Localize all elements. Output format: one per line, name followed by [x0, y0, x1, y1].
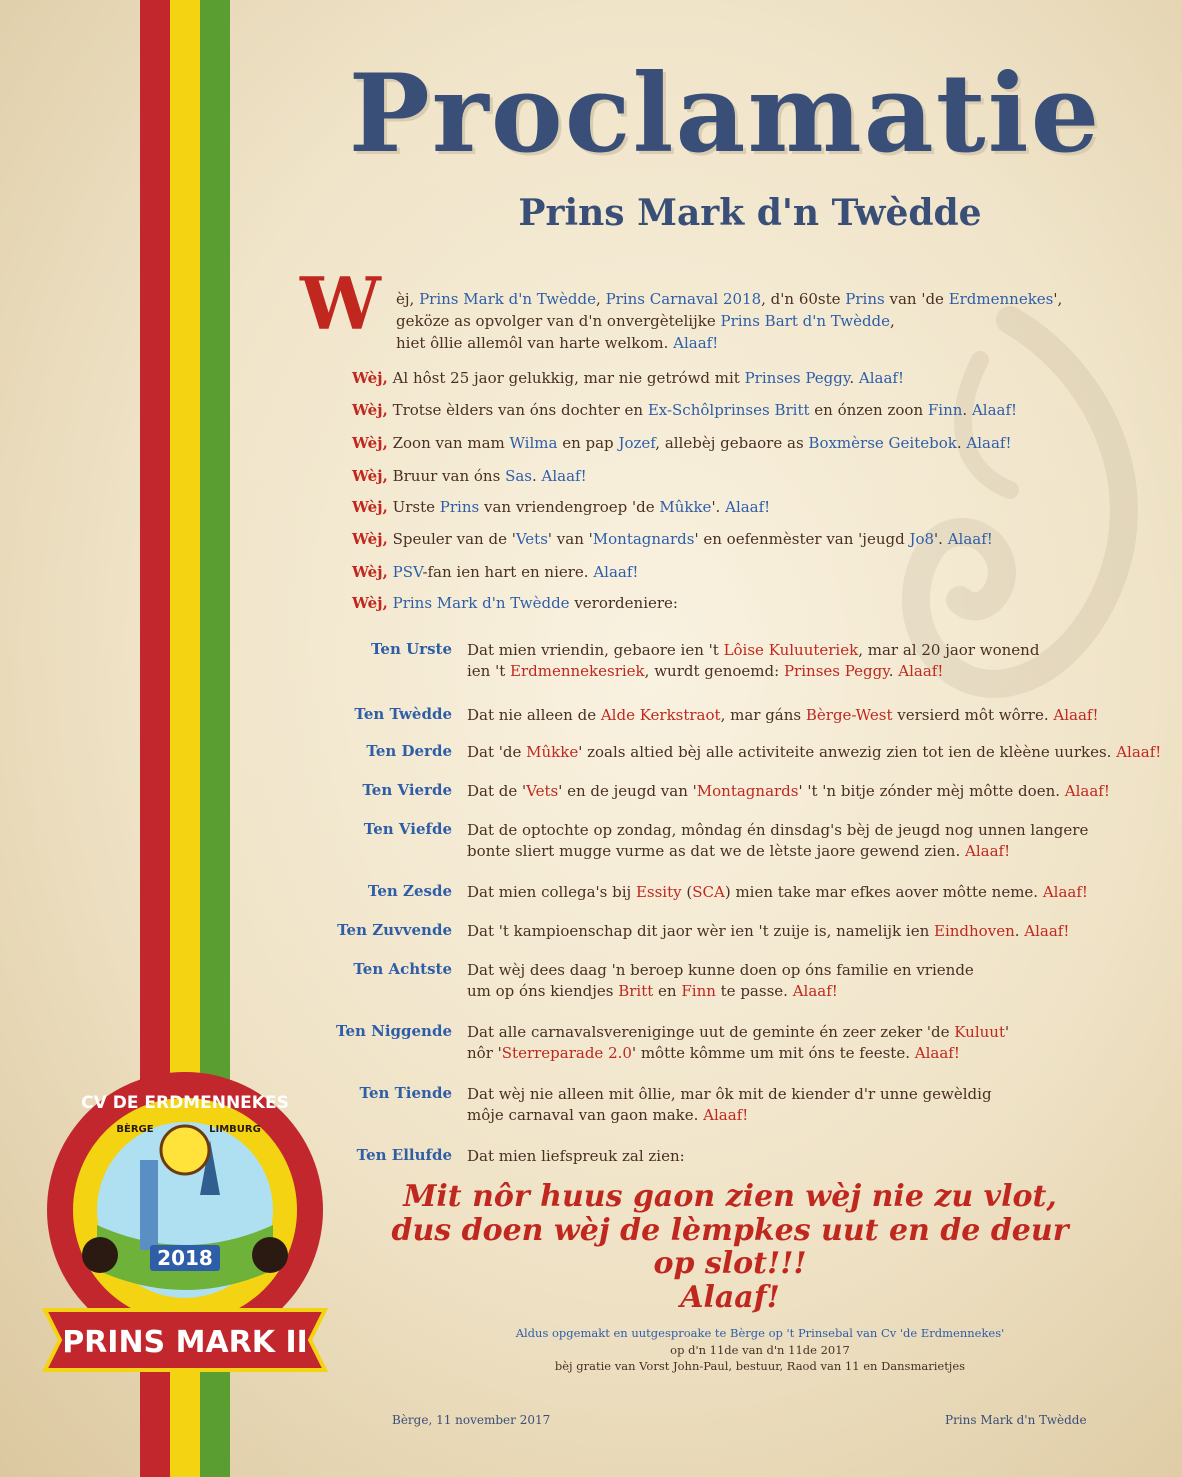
highlight-run: Alaaf! [1116, 743, 1162, 761]
article-label: Ten Viefde [363, 820, 452, 838]
highlight-run: Boxmèrse Geitebok [808, 434, 957, 452]
text-run: hiet ôllie allemôl van harte welkom. [396, 334, 674, 352]
highlight-run: Alaaf! [1024, 922, 1070, 940]
highlight-run: Erdmennekesriek [510, 662, 645, 680]
badge-prince-name: PRINS MARK II [62, 1325, 308, 1360]
highlight-run: Sas [505, 467, 532, 485]
place-date: Bèrge, 11 november 2017 [392, 1413, 551, 1427]
highlight-run: Alaaf! [898, 662, 944, 680]
mascot-left-icon [82, 1237, 118, 1273]
article-line [467, 820, 1157, 841]
wij-line [352, 563, 638, 581]
highlight-run: Prins [439, 498, 480, 516]
article-text [467, 1146, 1157, 1167]
wij-label: Wèj, [352, 530, 388, 548]
text-run: versierd môt wôrre. [892, 706, 1054, 724]
text-run: ' van ' [547, 530, 593, 548]
text-run: ' en oefenmèster van 'jeugd [694, 530, 910, 548]
article-text [467, 742, 1162, 763]
wij-line [352, 530, 993, 548]
article-label: Ten Twèdde [354, 705, 452, 723]
highlight-run: Alaaf! [1042, 883, 1088, 901]
text-run: Speuler van de ' [387, 530, 516, 548]
highlight-run: Alaaf! [725, 498, 771, 516]
highlight-run: Alaaf! [858, 369, 904, 387]
mascot-right-icon [252, 1237, 288, 1273]
highlight-run: Ex-Schôlprinses Britt [647, 401, 810, 419]
article-line [467, 981, 1157, 1002]
article-line [467, 1105, 1157, 1126]
motto-line: dus doen wèj de lèmpkes uut en de deur op slot!!! [391, 1212, 1069, 1282]
closing-statement [340, 1325, 1180, 1375]
highlight-run: Prinses Peggy [744, 369, 850, 387]
highlight-run: Mûkke [659, 498, 712, 516]
article-line [467, 882, 1157, 903]
closing-line: op d'n 11de van d'n 11de 2017 [670, 1342, 850, 1357]
text-run: . [962, 401, 972, 419]
wij-label: Wèj, [352, 563, 388, 581]
highlight-run: Prinses Peggy [783, 662, 889, 680]
article-line [467, 1084, 1157, 1105]
page-title: Proclamatie [348, 51, 1102, 177]
highlight-run: Vets [526, 782, 559, 800]
text-run: Dat 't kampioenschap dit jaor wèr ien 't zuije is, namelijk ien [467, 922, 935, 940]
text-run: en ónzen zoon [809, 401, 928, 419]
article-line [467, 742, 1162, 763]
highlight-run: Prins Bart d'n Twèdde [720, 312, 891, 330]
article-line [467, 921, 1157, 942]
text-run: Bruur van óns [387, 467, 506, 485]
text-run: ien 't [467, 662, 511, 680]
motto-line: Mit nôr huus gaon zien wèj nie zu vlot, [403, 1179, 1057, 1214]
article-label: Ten Ellufde [356, 1146, 452, 1164]
article-label: Ten Zesde [367, 882, 452, 900]
wij-label: Wèj, [352, 467, 388, 485]
highlight-run: Vets [515, 530, 548, 548]
text-run: Dat 'de [467, 743, 527, 761]
wij-line [352, 498, 770, 516]
text-run: . [1014, 922, 1025, 940]
highlight-run: Alaaf! [593, 563, 639, 581]
tower-icon [140, 1160, 158, 1250]
highlight-run: Jo8 [909, 530, 935, 548]
highlight-run: Finn [927, 401, 963, 419]
badge-left-text: BÈRGE [116, 1124, 154, 1135]
text-run: Dat de ' [467, 782, 527, 800]
wij-line [352, 369, 904, 387]
text-run: en pap [557, 434, 619, 452]
wij-line [352, 434, 1012, 452]
text-run: Al hôst 25 jaor gelukkig, mar nie getrówd mit [387, 369, 745, 387]
intro-line [396, 312, 895, 330]
text-run: Dat mien collega's bij [467, 883, 636, 901]
highlight-run: Alaaf! [971, 401, 1018, 419]
text-run: Trotse èlders van óns dochter en [387, 401, 648, 419]
text-run: um op óns kiendjes [467, 982, 619, 1000]
highlight-run: Alaaf! [673, 334, 719, 352]
highlight-run: Eindhoven [934, 922, 1015, 940]
highlight-run: Bèrge-West [805, 706, 893, 724]
article-text [467, 960, 1157, 1002]
article-label: Ten Derde [366, 742, 452, 760]
badge-year: 2018 [157, 1246, 213, 1270]
wij-label: Wèj, [352, 369, 388, 387]
article-text [467, 1022, 1157, 1064]
page-subtitle: Prins Mark d'n Twèdde [518, 192, 982, 234]
motto [370, 1180, 1090, 1314]
wij-label: Wèj, [352, 594, 388, 612]
highlight-run: Britt [618, 982, 654, 1000]
highlight-run: Alaaf! [792, 982, 838, 1000]
article-text [467, 921, 1157, 942]
text-run: , mar al 20 jaor wonend [858, 641, 1040, 659]
text-run: , allebèj gebaore as [655, 434, 809, 452]
article-text [467, 1084, 1157, 1126]
text-run: ' môtte kômme um mit óns te feeste. [631, 1044, 915, 1062]
highlight-run: SCA [692, 883, 725, 901]
text-run: ' [1004, 1023, 1010, 1041]
highlight-run: Lôise Kuluuteriek [723, 641, 859, 659]
text-run: , [890, 312, 895, 330]
mascot-head-icon [161, 1126, 209, 1174]
article-line [467, 841, 1157, 862]
article-label: Ten Niggende [336, 1022, 452, 1040]
text-run: môje carnaval van gaon make. [467, 1106, 704, 1124]
text-run: ( [681, 883, 693, 901]
intro-line [396, 290, 1062, 308]
text-run: nôr ' [467, 1044, 502, 1062]
text-run: ' zoals altied bèj alle activiteite anwezig zien tot ien de klèène uurkes. [578, 743, 1117, 761]
wij-line [352, 594, 678, 612]
text-run: . [849, 369, 859, 387]
highlight-run: Prins Carnaval 2018 [605, 290, 762, 308]
article-label: Ten Zuvvende [337, 921, 452, 939]
text-run: Dat alle carnavalsverenigingе uut de gemi̇nte én zeer zeker 'de [467, 1023, 955, 1041]
text-run: , d'n 60ste [761, 290, 846, 308]
text-run: -fan ien hart en niere. [422, 563, 594, 581]
article-line [467, 1043, 1157, 1064]
article-text [467, 640, 1157, 682]
highlight-run: Montagnards [592, 530, 695, 548]
article-line [467, 960, 1157, 981]
text-run: geköze as opvolger van d'n onvergètelijke [396, 312, 721, 330]
text-run: , wurdt genoemd: [644, 662, 784, 680]
text-run: Dat mien vriendin, gebaore ien 't [467, 641, 724, 659]
highlight-run: Finn [681, 982, 716, 1000]
text-run: èj, [396, 290, 420, 308]
text-run: ' 't 'n bitje zónder mèj môtte doen. [798, 782, 1065, 800]
text-run: , mar gáns [720, 706, 806, 724]
text-run: Dat nie alleen de [467, 706, 601, 724]
text-run: Urste [387, 498, 440, 516]
highlight-run: PSV [392, 563, 423, 581]
highlight-run: Alaaf! [541, 467, 587, 485]
highlight-run: Erdmennekes [948, 290, 1054, 308]
highlight-run: Alaaf! [966, 434, 1012, 452]
highlight-run: Alaaf! [1064, 782, 1110, 800]
highlight-run: Prins Mark d'n Twèdde [419, 290, 597, 308]
text-run: Dat mien liefspreuk zal zien: [467, 1147, 685, 1165]
highlight-run: Mûkke [526, 743, 579, 761]
text-run: ' en de jeugd van ' [558, 782, 697, 800]
highlight-run: Alde Kerkstraot [600, 706, 721, 724]
article-text [467, 781, 1157, 802]
article-label: Ten Vierde [362, 781, 452, 799]
article-line [467, 1022, 1157, 1043]
text-run: '. [711, 498, 726, 516]
text-run: te passe. [715, 982, 793, 1000]
drop-cap: W [300, 261, 381, 346]
highlight-run: Prins Mark d'n Twèdde [392, 594, 570, 612]
highlight-run: Alaaf! [965, 842, 1011, 860]
closing-line: bèj gratie van Vorst John-Paul, bestuur, Raod van 11 en Dansmarietjes [554, 1359, 966, 1374]
highlight-run: Alaaf! [947, 530, 993, 548]
text-run: ) mien take mar efkes aover môtte neme. [724, 883, 1043, 901]
text-run: , [596, 290, 606, 308]
highlight-run: Wilma [509, 434, 558, 452]
text-run: en [653, 982, 682, 1000]
text-run: '. [934, 530, 948, 548]
club-logo-badge [40, 1040, 330, 1420]
article-line [467, 781, 1157, 802]
text-run: van vriendengroep 'de [479, 498, 660, 516]
text-run: bonte sliert mugge vurme as dat we de lètste jaore gewend zien. [467, 842, 966, 860]
article-line [467, 640, 1157, 661]
article-label: Ten Achtste [353, 960, 452, 978]
intro-line [396, 334, 718, 352]
highlight-run: Sterreparade 2.0 [501, 1044, 632, 1062]
highlight-run: Alaaf! [1053, 706, 1099, 724]
highlight-run: Jozef [618, 434, 656, 452]
article-label: Ten Urste [370, 640, 452, 658]
signature: Prins Mark d'n Twèdde [945, 1413, 1087, 1427]
wij-label: Wèj, [352, 498, 388, 516]
badge-club-name: CV DE ERDMENNEKES [81, 1093, 289, 1113]
highlight-run: Kuluut [954, 1023, 1005, 1041]
motto-line: Alaaf! [680, 1279, 780, 1315]
article-label: Ten Tiende [359, 1084, 452, 1102]
wij-label: Wèj, [352, 401, 388, 419]
article-line [467, 705, 1157, 726]
text-run: . [531, 467, 542, 485]
text-run: van 'de [884, 290, 949, 308]
text-run: . [888, 662, 899, 680]
badge-right-text: LIMBURG [209, 1124, 261, 1135]
wij-label: Wèj, [352, 434, 388, 452]
text-run: verordeniere: [569, 594, 678, 612]
article-text [467, 820, 1157, 862]
text-run: Dat wèj dees daag 'n beroep kunne doen op óns familie en vriende [467, 961, 974, 979]
article-line [467, 1146, 1157, 1167]
text-run: Dat de optochte op zondag, môndag én dinsdag's bèj de jeugd nog unnen langere [467, 821, 1089, 839]
text-run: ', [1053, 290, 1063, 308]
highlight-run: Alaaf! [914, 1044, 960, 1062]
highlight-run: Essity [635, 883, 682, 901]
article-text [467, 882, 1157, 903]
text-run: Zoon van mam [387, 434, 510, 452]
article-line [467, 661, 1157, 682]
closing-line: Aldus opgemakt en uutgesproake te Bèrge op 't Prinsebal van Cv 'de Erdmennekes' [515, 1326, 1005, 1340]
highlight-run: Montagnards [696, 782, 799, 800]
text-run: . [956, 434, 967, 452]
highlight-run: Prins [845, 290, 885, 308]
wij-line [352, 467, 587, 485]
article-text [467, 705, 1157, 726]
text-run: Dat wèj nie alleen mit ôllie, mar ôk mit de kiender d'r unne gewèldig [467, 1085, 992, 1103]
wij-line [352, 401, 1017, 419]
highlight-run: Alaaf! [703, 1106, 749, 1124]
